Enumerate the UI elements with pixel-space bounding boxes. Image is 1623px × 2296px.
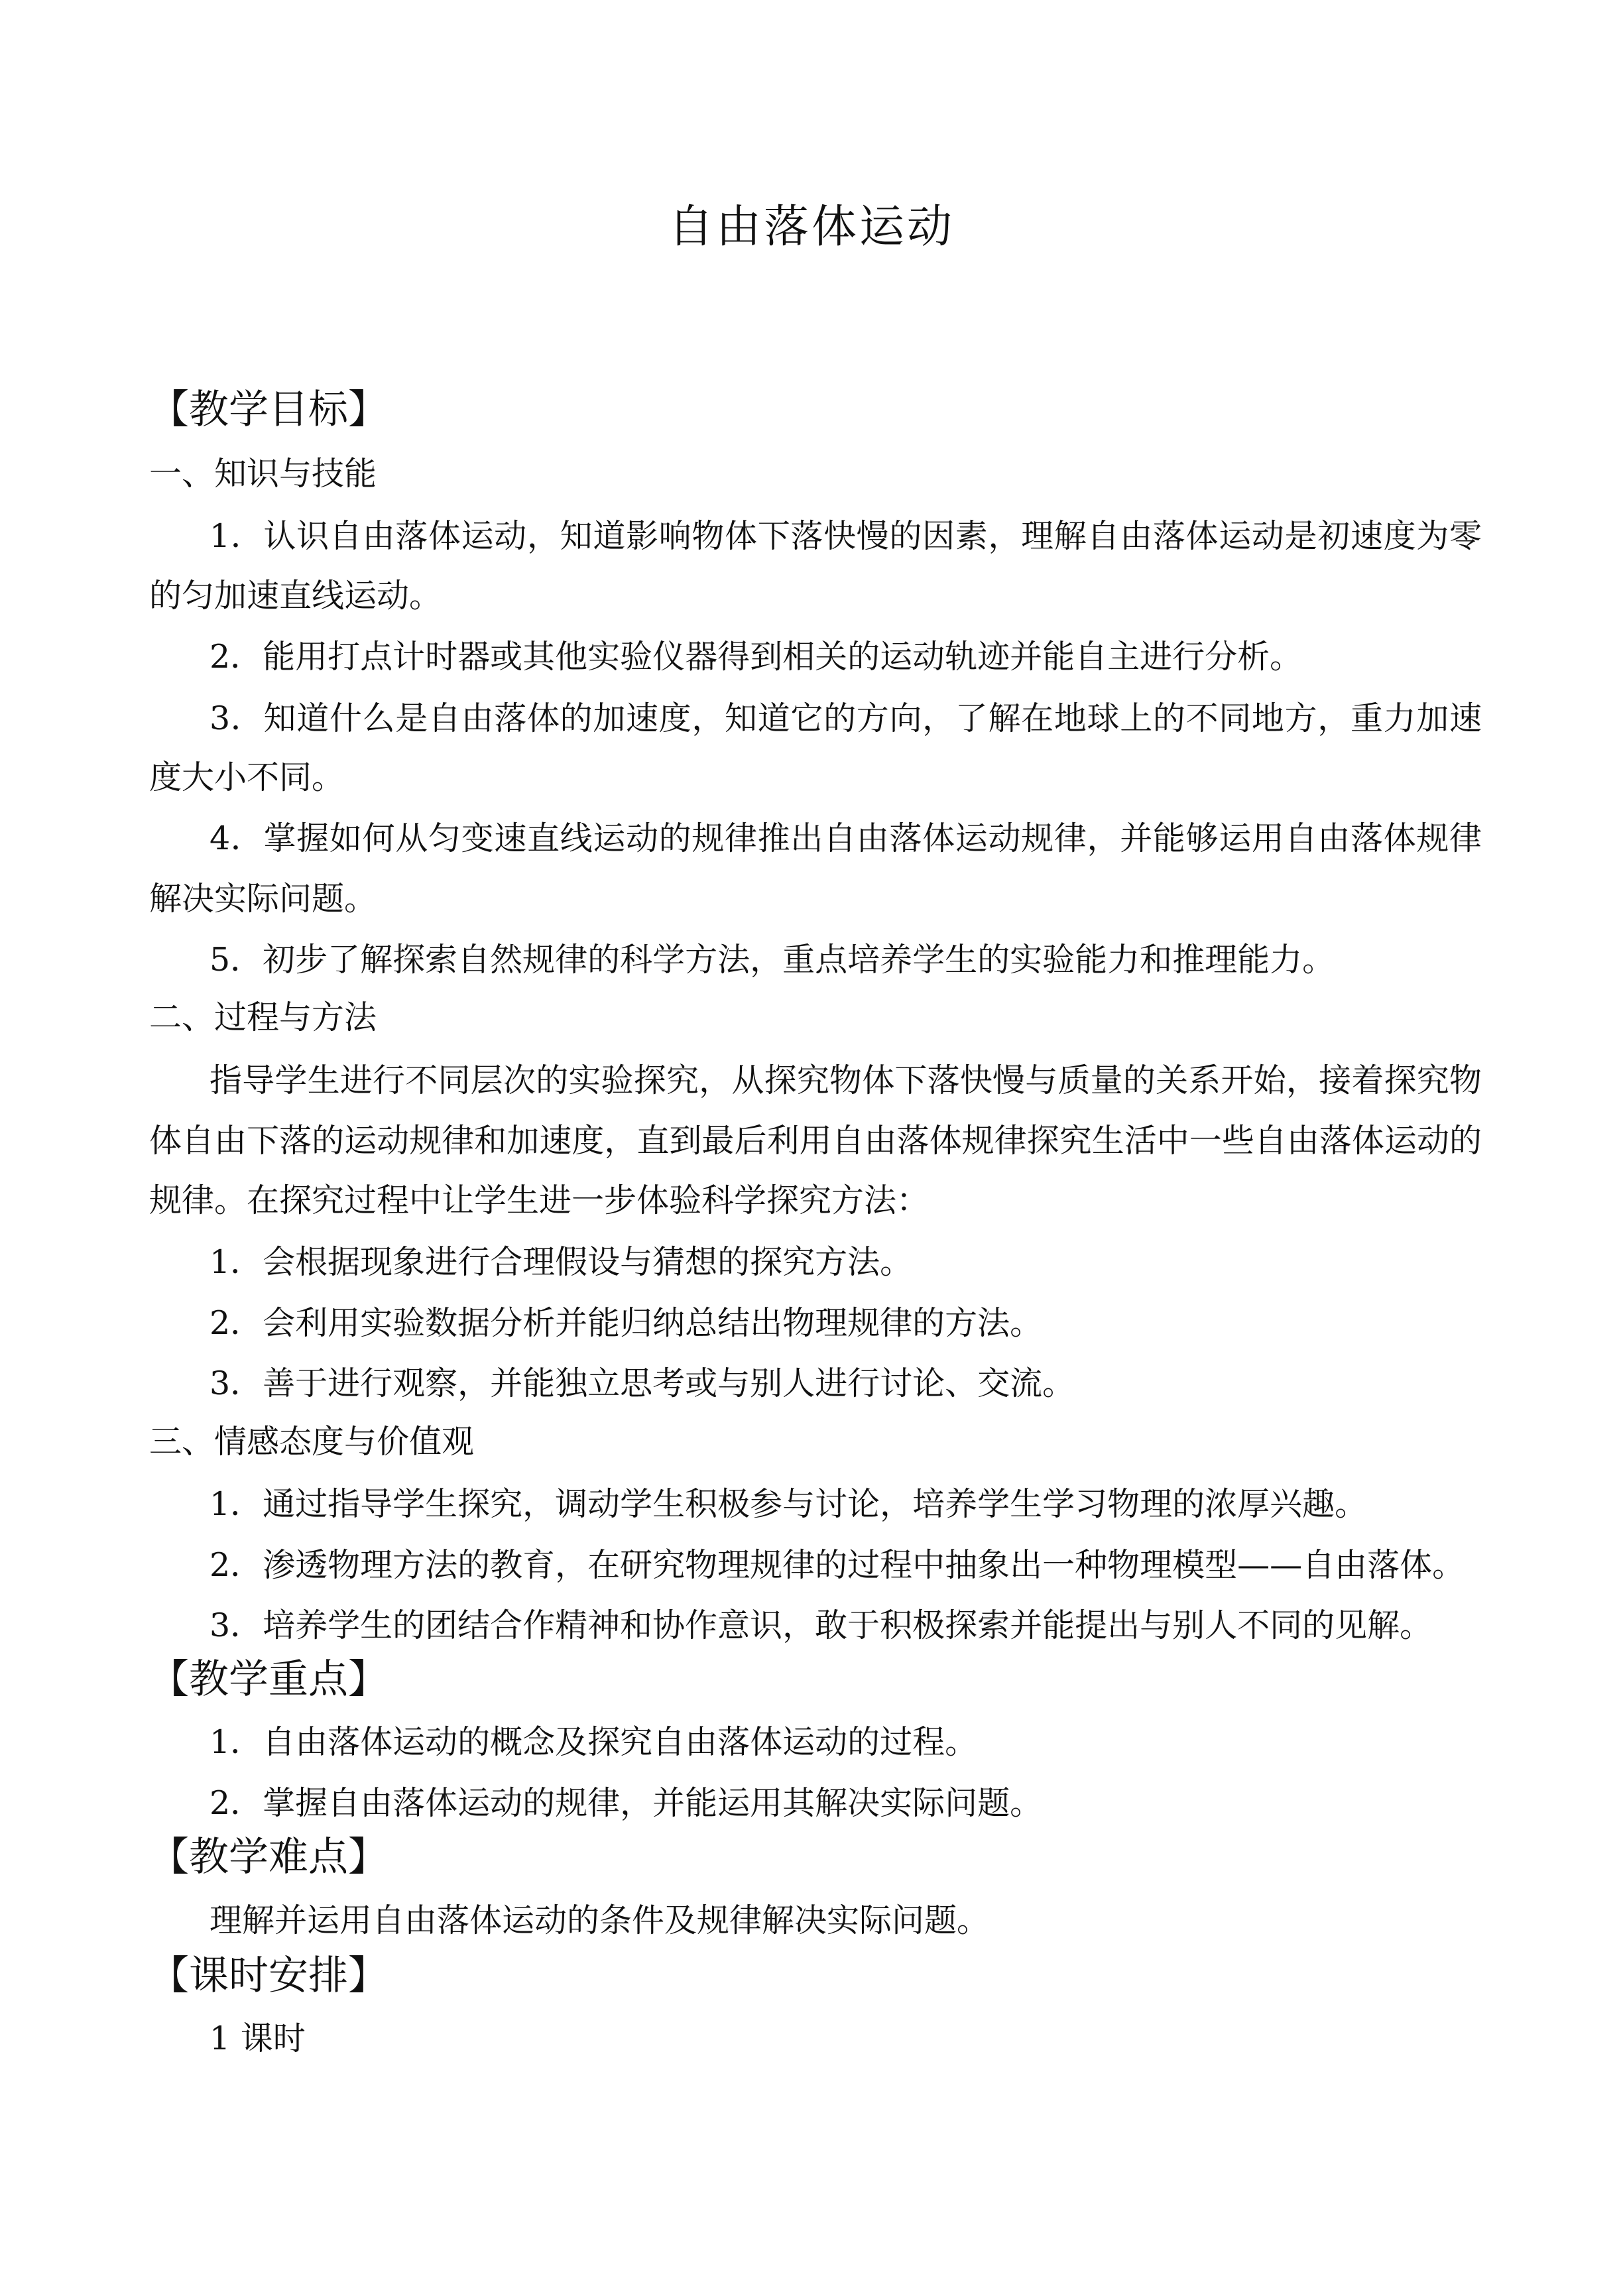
emotion-item-3: 3．培养学生的团结合作精神和协作意识，敢于积极探索并能提出与别人不同的见解。 [210, 1606, 1433, 1644]
process-paragraph-line-1: 指导学生进行不同层次的实验探究，从探究物体下落快慢与质量的关系开始，接着探究物 [210, 1061, 1482, 1099]
process-item-2: 2．会利用实验数据分析并能归纳总结出物理规律的方法。 [210, 1304, 1043, 1342]
process-item-3: 3．善于进行观察，并能独立思考或与别人进行讨论、交流。 [210, 1364, 1075, 1402]
subheading-process: 二、过程与方法 [149, 998, 377, 1036]
key-point-2: 2．掌握自由落体运动的规律，并能运用其解决实际问题。 [210, 1784, 1043, 1822]
knowledge-item-2: 2．能用打点计时器或其他实验仪器得到相关的运动轨迹并能自主进行分析。 [210, 638, 1303, 676]
schedule-text: 1 课时 [210, 2020, 306, 2057]
page-title: 自由落体运动 [668, 201, 955, 253]
knowledge-item-4-line-1: 4．掌握如何从匀变速直线运动的规律推出自由落体运动规律，并能够运用自由落体规律 [210, 819, 1482, 857]
section-heading-difficulties: 【教学难点】 [149, 1834, 388, 1880]
knowledge-item-1-line-2: 的匀加速直线运动。 [149, 577, 442, 615]
emotion-item-2: 2．渗透物理方法的教育，在研究物理规律的过程中抽象出一种物理模型——自由落体。 [210, 1546, 1465, 1584]
difficulties-text: 理解并运用自由落体运动的条件及规律解决实际问题。 [210, 1902, 990, 1939]
subheading-emotion: 三、情感态度与价值观 [149, 1423, 475, 1461]
process-item-1: 1．会根据现象进行合理假设与猜想的探究方法。 [210, 1243, 913, 1281]
knowledge-item-3-line-2: 度大小不同。 [149, 758, 345, 796]
process-paragraph-line-2: 体自由下落的运动规律和加速度，直到最后利用自由落体规律探究生活中一些自由落体运动的 [149, 1122, 1482, 1160]
section-heading-key-points: 【教学重点】 [149, 1656, 388, 1703]
emotion-item-1: 1．通过指导学生探究，调动学生积极参与讨论，培养学生学习物理的浓厚兴趣。 [210, 1485, 1368, 1523]
subheading-knowledge: 一、知识与技能 [149, 455, 377, 493]
section-heading-goals: 【教学目标】 [149, 387, 388, 433]
knowledge-item-5: 5．初步了解探索自然规律的科学方法，重点培养学生的实验能力和推理能力。 [210, 941, 1335, 979]
process-paragraph-line-3: 规律。在探究过程中让学生进一步体验科学探究方法： [149, 1181, 930, 1219]
knowledge-item-1-line-1: 1．认识自由落体运动，知道影响物体下落快慢的因素，理解自由落体运动是初速度为零 [210, 517, 1482, 555]
section-heading-schedule: 【课时安排】 [149, 1953, 388, 1999]
knowledge-item-3-line-1: 3．知道什么是自由落体的加速度，知道它的方向，了解在地球上的不同地方，重力加速 [210, 699, 1482, 737]
key-point-1: 1．自由落体运动的概念及探究自由落体运动的过程。 [210, 1723, 978, 1761]
knowledge-item-4-line-2: 解决实际问题。 [149, 880, 377, 918]
